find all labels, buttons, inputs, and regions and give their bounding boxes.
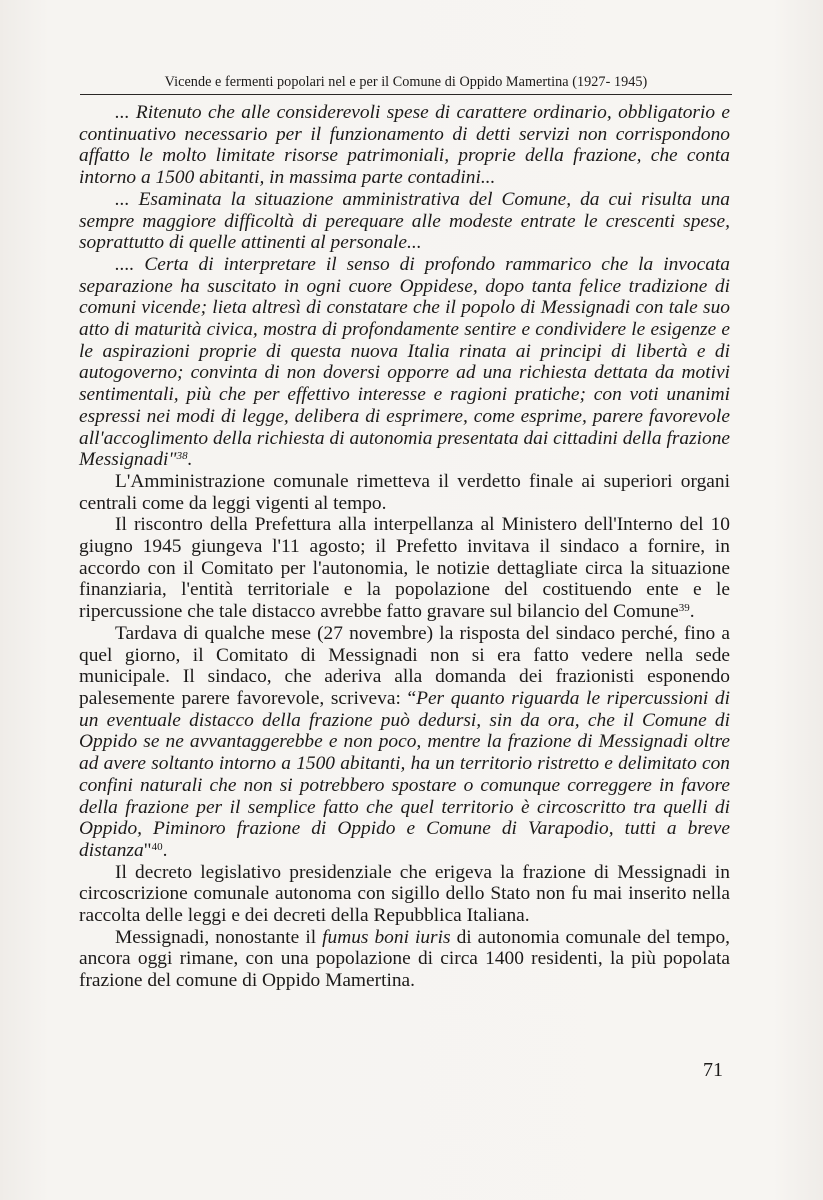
paragraph-decreto (79, 862, 730, 927)
quote-text-3: .... Certa di interpretare il senso di profondo rammarico che la invocata separazione ha suscitato in ogni cuore Oppidese, dopo tanta felice tradizione di comuni vicende; lieta altresì di constatare che il popolo di Messignadi con tale suo atto di maturità civica, mostra di profondamente sentire e condividere le esigenze e le aspirazioni proprie di questa nuova Italia rinata ai principi di libertà e di autogoverno; convinta di non doversi opporre ad una richiesta dettata da motivi sentimentali, più che per effettivo interesse e ragioni pratiche; con voti unanimi espressi nei modi di legge, delibera di esprimere, come esprime, parere favorevole all'accoglimento della richiesta di autonomia presentata dai cittadini della frazione Messignadi" (79, 253, 730, 471)
paragraph-messignadi-start: Messignadi, nonostante il (115, 926, 323, 948)
paragraph-administration-text: L'Amministrazione comunale rimetteva il verdetto finale ai superiori organi centrali come da leggi vigenti al tempo. (79, 470, 730, 514)
paragraph-prefettura-end: . (689, 601, 695, 623)
body-text (79, 102, 730, 992)
paragraph-administration (79, 471, 730, 514)
quote-3-end: . (187, 449, 193, 471)
paragraph-prefettura (79, 514, 730, 623)
running-header: Vicende e fermenti popolari nel e per il Comune di Oppido Mamertina (1927- 1945) (164, 74, 648, 90)
quote-paragraph-2 (79, 189, 730, 254)
sindaco-quote: Per quanto riguarda le ripercussioni di un eventuale distacco della frazione può dedursi, sin da ora, che il Comune di Oppido se ne avvantaggerebbe e non poco, mentre la frazione di Messignadi oltre ad avere soltanto intorno a 1500 abitanti, ha un territorio ristretto e delimitato con confini naturali che non si potrebbero spostare o comunque correggere in favore della frazione per il semplice fatto che quel territorio è circoscritto tra quelli di Oppido, Piminoro frazione di Oppido e Comune di Varapodio, tutti a breve distanza (79, 687, 730, 861)
paragraph-messignadi (79, 927, 730, 992)
paragraph-messignadi-text: di autonomia comunale del tempo, ancora oggi rimane, con una popolazione di circa 1400 residenti, la più popolata frazione del comune di Oppido Mamertina. (79, 926, 730, 992)
page-number: 71 (703, 1059, 723, 1081)
footnote-ref-38[interactable]: 38 (176, 450, 188, 463)
sindaco-quote-close: " (143, 839, 152, 861)
quote-text-1: ... Ritenuto che alle considerevoli spese di carattere ordinario, obbligatorio e continuativo necessario per il funzionamento di detti servizi non corrispondono affatto le molto limitate risorse patrimoniali, proprie della frazione, che conta intorno a 1500 abitanti, in massima parte contadini... (79, 102, 730, 189)
paragraph-sindaco (79, 623, 730, 862)
quote-paragraph-3 (79, 254, 730, 471)
footnote-ref-39[interactable]: 39 (678, 602, 690, 615)
paragraph-sindaco-end: . (162, 839, 168, 861)
paragraph-prefettura-text: Il riscontro della Prefettura alla interpellanza al Ministero dell'Interno del 10 giugno 1945 giungeva l'11 agosto; il Prefetto invitava il sindaco a fornire, in accordo con il Comitato per l'autonomia, le notizie dettagliate circa la situazione finanziaria, l'entità territoriale e la popolazione del costituendo ente e le ripercussione che tale distacco avrebbe fatto gravare sul bilancio del Comune (79, 514, 730, 623)
footnote-ref-40[interactable]: 40 (151, 840, 163, 853)
fumus-boni-iuris: fumus boni iuris (322, 926, 451, 948)
paragraph-sindaco-text: Tardava di qualche mese (27 novembre) la risposta del sindaco perché, fino a quel giorno, il Comitato di Messignadi non si era fatto vedere nella sede municipale. Il sindaco, che aderiva alla domanda dei frazionisti esponendo palesemente parere favorevole, scriveva: “ (79, 622, 730, 709)
quote-paragraph-1 (79, 102, 730, 189)
paragraph-decreto-text: Il decreto legislativo presidenziale che erigeva la frazione di Messignadi in circoscrizione comunale autonoma con sigillo dello Stato non fu mai inserito nella raccolta delle leggi e dei decreti della Repubblica Italiana. (79, 861, 730, 927)
header-rule (80, 94, 732, 95)
quote-text-2: ... Esaminata la situazione amministrativa del Comune, da cui risulta una sempre maggiore difficoltà di perequare alle modeste entrate le crescenti spese, soprattutto di quelle attinenti al personale... (79, 188, 730, 254)
